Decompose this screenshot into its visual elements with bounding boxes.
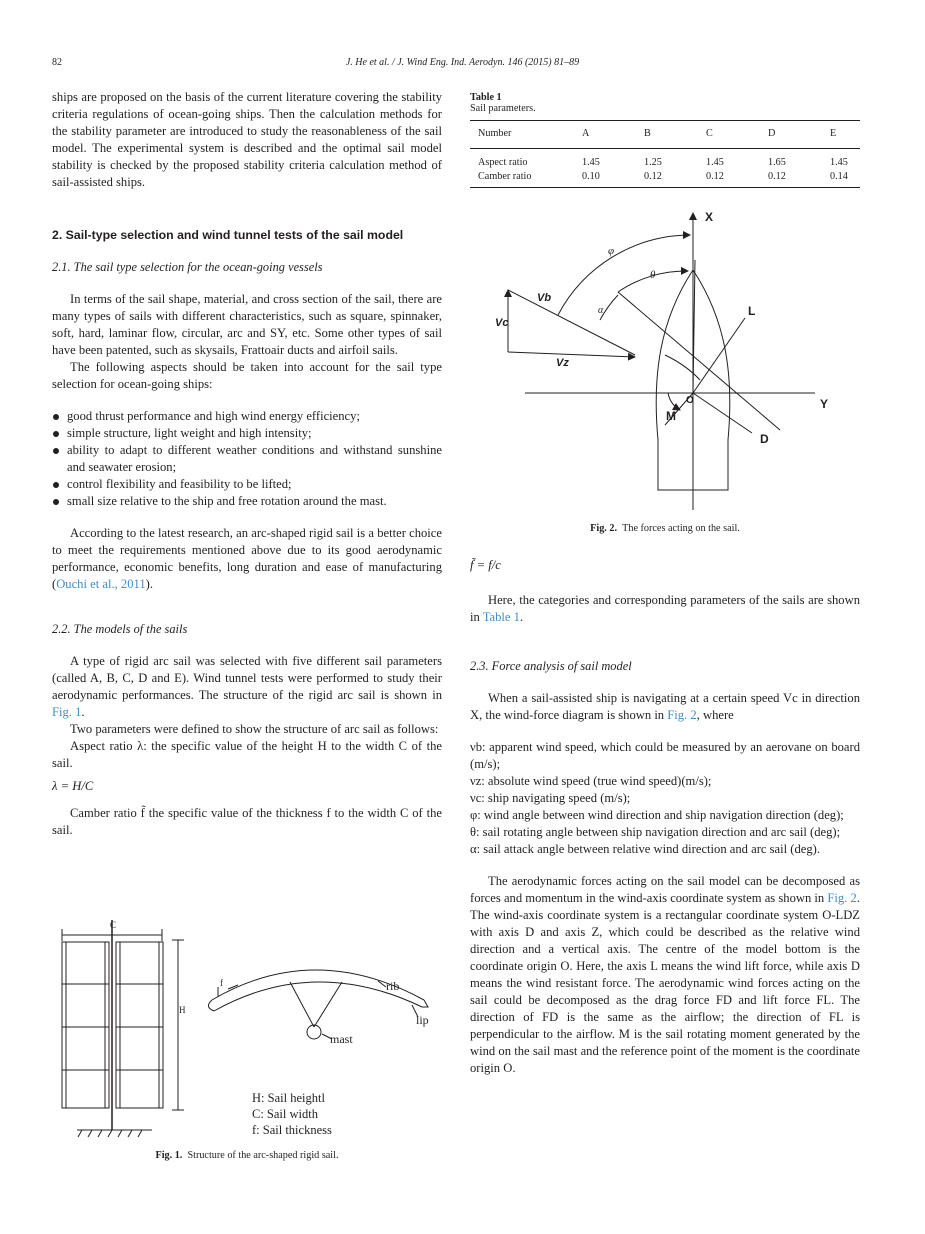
fig1-legend xyxy=(252,1090,332,1138)
fig2-caption: Fig. 2. The forces acting on the sail. xyxy=(590,523,740,534)
table-header-cell: E xyxy=(830,128,837,139)
label-y: Y xyxy=(820,397,829,411)
label-vb: Vb xyxy=(537,292,552,304)
label-lip: lip xyxy=(416,1013,429,1027)
table-row xyxy=(470,155,860,169)
label-phi: φ xyxy=(608,245,615,257)
label-mast: mast xyxy=(330,1032,353,1046)
label-theta: θ xyxy=(650,269,656,281)
paragraph-arc-sail-choice: According to the latest research, an arc-shaped rigid sail is a better choice to meet the requirements mentioned above due to its good aerodynamic performance, economic benefits, long duration and ease of manufacturing (Ouchi et al., 2011). xyxy=(52,526,442,591)
left-column xyxy=(52,89,442,839)
table-label: Table 1 xyxy=(470,92,502,103)
table-cell: Aspect ratio xyxy=(478,156,528,168)
table-header-row xyxy=(470,121,860,146)
table-cell: 1.45 xyxy=(830,156,848,168)
label-vz: Vz xyxy=(556,357,569,369)
paragraph-two-parameters: Two parameters were defined to show the structure of arc sail as follows: xyxy=(70,722,439,736)
figure-1 xyxy=(52,915,442,1145)
paragraph-wind-force: When a sail-assisted ship is navigating at a certain speed Vc in direction X, the wind-force diagram is shown in Fig. 2, where xyxy=(470,691,860,722)
definition-item: α: sail attack angle between relative wind direction and arc sail (deg). xyxy=(470,842,820,856)
table-header-cell: D xyxy=(768,128,776,139)
label-c: C xyxy=(110,920,117,930)
table-row xyxy=(470,169,860,183)
fig1-caption: Fig. 1. Structure of the arc-shaped rigid sail. xyxy=(155,1150,339,1161)
table1-link[interactable]: Table 1 xyxy=(482,610,520,624)
section-2-title: 2. Sail-type selection and wind tunnel tests of the sail model xyxy=(52,228,404,242)
list-item: control flexibility and feasibility to be lifted; xyxy=(52,476,442,493)
sail-structure-diagram xyxy=(52,915,442,1145)
definition-item: φ: wind angle between wind direction and ship navigation direction (deg); xyxy=(470,808,844,822)
table-cell: Camber ratio xyxy=(478,170,532,182)
subsection-2-1-title: 2.1. The sail type selection for the ocean-going vessels xyxy=(52,260,323,274)
fig2-link-2[interactable]: Fig. 2 xyxy=(827,891,857,905)
table-cell: 1.65 xyxy=(768,156,786,168)
list-item: ability to adapt to different weather conditions and withstand sunshine and seawater erosion; xyxy=(52,442,442,476)
running-title: J. He et al. / J. Wind Eng. Ind. Aerodyn. 146 (2015) 81–89 xyxy=(345,57,580,68)
criteria-list xyxy=(52,408,442,510)
paragraph-aspect-ratio: Aspect ratio λ: the specific value of the height H to the width C of the sail. xyxy=(52,739,442,770)
fig2-link[interactable]: Fig. 2 xyxy=(667,708,697,722)
label-o: O xyxy=(686,395,694,406)
definition-item: θ: sail rotating angle between ship navigation direction and arc sail (deg); xyxy=(470,825,841,839)
citation-link[interactable]: Ouchi et al., 2011 xyxy=(56,577,146,591)
equation-camber-ratio: f̃ = f/c xyxy=(470,558,501,572)
figure-2 xyxy=(490,205,850,510)
paragraph-aspects-intro: The following aspects should be taken into account for the sail type selection for ocean-going ships: xyxy=(52,360,442,391)
equation-aspect-ratio: λ = H/C xyxy=(52,779,94,793)
sail-force-diagram xyxy=(490,205,850,510)
label-rib: rib xyxy=(386,979,400,993)
table-title: Sail parameters. xyxy=(470,103,536,114)
table-cell: 1.45 xyxy=(582,156,600,168)
sail-parameters-body xyxy=(470,155,860,183)
label-m: M xyxy=(666,409,676,423)
subsection-2-3-title: 2.3. Force analysis of sail model xyxy=(470,659,632,673)
table-header-cell: A xyxy=(582,128,590,139)
list-item: good thrust performance and high wind energy efficiency; xyxy=(52,408,442,425)
table-header-cell: Number xyxy=(478,128,512,139)
label-f: f xyxy=(220,978,223,988)
right-column xyxy=(470,557,860,1077)
paragraph-sail-types: In terms of the sail shape, material, and cross section of the sail, there are many types of sails with different characteristics, such as square, spinnaker, soft, hard, laminar flow, circular, arc and SY, etc. Some other types of sail have been patented, such as skysails, Frattoair ducts and airfoil sails. xyxy=(52,292,442,357)
paragraph-table-reference: Here, the categories and corresponding parameters of the sails are shown in Table 1. xyxy=(470,593,860,624)
subsection-2-2-title: 2.2. The models of the sails xyxy=(52,622,188,636)
symbol-definitions xyxy=(470,739,860,858)
table-cell: 1.25 xyxy=(644,156,662,168)
table-header-cell: C xyxy=(706,128,713,139)
table-cell: 0.12 xyxy=(644,170,662,182)
definition-item: νb: apparent wind speed, which could be measured by an aerovane on board (m/s); xyxy=(470,740,860,771)
legend-thickness: f: Sail thickness xyxy=(252,1123,332,1137)
definition-item: νz: absolute wind speed (true wind speed)(m/s); xyxy=(470,774,712,788)
label-d: D xyxy=(760,432,769,446)
definition-item: νc: ship navigating speed (m/s); xyxy=(470,791,631,805)
fig1-link[interactable]: Fig. 1 xyxy=(52,705,82,719)
table-cell: 0.14 xyxy=(830,170,848,182)
page-number: 82 xyxy=(52,57,62,68)
list-item: small size relative to the ship and free rotation around the mast. xyxy=(52,493,442,510)
paragraph-aerodynamic-forces: The aerodynamic forces acting on the sail model can be decomposed as forces and momentum in the wind-axis coordinate system as shown in Fig. 2. The wind-axis coordinate system is a rectangular coordinate system O-LDZ with axis D and axis Z, which could be described as the relative wind direction and a vertical axis. The centre of the model bottom is the coordinate origin O. Here, the axis L means the wind lift force, while axis D means the wind resistant force. The aerodynamic wind forces acting on the sail could be decomposed as the drag force FD and lift force FL. The direction of FD is the same as the airflow; the direction of FL is perpendicular to the airflow. M is the sail rotating moment generated by the wind on the sail mast and the reference point of the moment is the coordinate origin O. xyxy=(470,874,860,1075)
legend-width: C: Sail width xyxy=(252,1107,318,1121)
table-cell: 1.45 xyxy=(706,156,724,168)
label-vc: Vc xyxy=(495,317,509,329)
paragraph-sail-models: A type of rigid arc sail was selected with five different sail parameters (called A, B, C, D and E). Wind tunnel tests were performed to study their aerodynamic performances. The structure of the rigid arc sail is shown in Fig. 1. xyxy=(52,654,442,719)
intro-paragraph: ships are proposed on the basis of the current literature covering the stability criteria regulations of ocean-going ships. Then the calculation methods for the stability parameter are introduced to study the reasonableness of the sail model. The experimental system is described and the optimal sail model stability is checked by the proposed stability criteria calculation method of sail-assisted ships. xyxy=(52,90,442,189)
list-item: simple structure, light weight and high intensity; xyxy=(52,425,442,442)
table-cell: 0.12 xyxy=(768,170,786,182)
table-header-cell: B xyxy=(644,128,651,139)
label-h: H xyxy=(179,1005,186,1015)
label-x: X xyxy=(705,210,714,224)
sail-parameters-table xyxy=(470,121,860,146)
paragraph-camber-ratio: Camber ratio f̃ the specific value of the thickness f to the width C of the sail. xyxy=(52,806,442,837)
table-cell: 0.12 xyxy=(706,170,724,182)
table-1 xyxy=(470,92,860,188)
table-cell: 0.10 xyxy=(582,170,600,182)
legend-height: H: Sail heightl xyxy=(252,1091,325,1105)
label-alpha: α xyxy=(598,305,604,316)
label-l: L xyxy=(748,304,756,318)
